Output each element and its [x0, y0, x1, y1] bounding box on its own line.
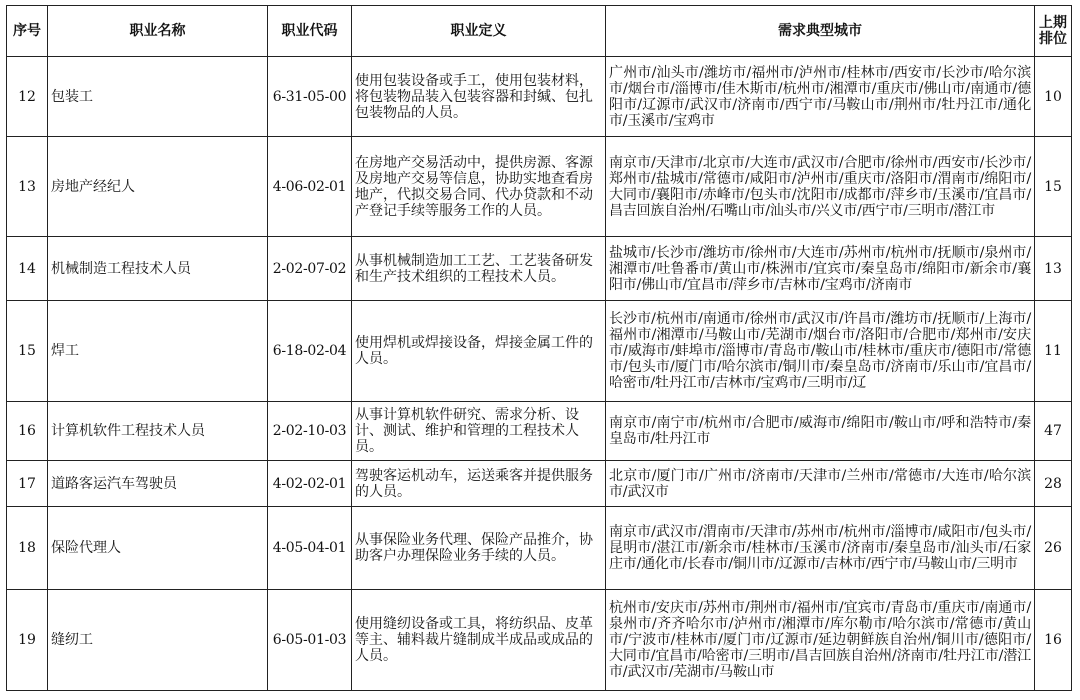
cell-index: 13	[7, 137, 48, 237]
cell-typical-cities: 杭州市/安庆市/苏州市/荆州市/福州市/宜宾市/青岛市/重庆市/南通市/泉州市/齐齐哈尔市/泸州市/湘潭市/库尔勒市/哈尔滨市/常德市/黄山市/宁波市/桂林市/厦门市/辽源市/延边朝鲜族自治州/铜川市/德阳市/大同市/宜昌市/哈密市/三明市/昌吉回族自治州/济南市/牡丹江市/潜江市/武汉市/芜湖市/马鞍山市	[606, 590, 1035, 691]
cell-occupation-name: 道路客运汽车驾驶员	[48, 461, 268, 507]
cell-occupation-name: 缝纫工	[48, 590, 268, 691]
header-occupation-name: 职业名称	[48, 6, 268, 57]
cell-typical-cities: 长沙市/杭州市/南通市/徐州市/武汉市/许昌市/潍坊市/抚顺市/上海市/福州市/湘潭市/马鞍山市/芜湖市/烟台市/洛阳市/合肥市/郑州市/安庆市/威海市/蚌埠市/淄博市/青岛市/鞍山市/桂林市/重庆市/德阳市/常德市/包头市/厦门市/哈尔滨市/铜川市/秦皇岛市/济南市/乐山市/宜昌市/哈密市/牡丹江市/吉林市/宝鸡市/三明市/辽	[606, 301, 1035, 402]
table-row	[7, 461, 1072, 507]
cell-typical-cities: 南京市/南宁市/杭州市/合肥市/威海市/绵阳市/鞍山市/呼和浩特市/秦皇岛市/牡丹江市	[606, 402, 1035, 461]
cell-occupation-definition: 从事保险业务代理、保险产品推介，协助客户办理保险业务手续的人员。	[352, 507, 606, 590]
cell-occupation-code: 2-02-07-02	[268, 237, 352, 301]
occupation-demand-table	[6, 5, 1072, 691]
cell-previous-rank: 11	[1035, 301, 1072, 402]
cell-index: 16	[7, 402, 48, 461]
cell-previous-rank: 15	[1035, 137, 1072, 237]
cell-previous-rank: 28	[1035, 461, 1072, 507]
cell-occupation-name: 机械制造工程技术人员	[48, 237, 268, 301]
cell-occupation-definition: 使用缝纫设备或工具，将纺织品、皮革等主、辅料裁片缝制成半成品或成品的人员。	[352, 590, 606, 691]
cell-typical-cities: 南京市/武汉市/渭南市/天津市/苏州市/杭州市/淄博市/咸阳市/包头市/昆明市/湛江市/新余市/桂林市/玉溪市/济南市/秦皇岛市/汕头市/石家庄市/通化市/长春市/铜川市/辽源市/吉林市/西宁市/马鞍山市/三明市	[606, 507, 1035, 590]
table-row	[7, 137, 1072, 237]
cell-typical-cities: 南京市/天津市/北京市/大连市/武汉市/合肥市/徐州市/西安市/长沙市/郑州市/盐城市/常德市/咸阳市/泸州市/重庆市/洛阳市/渭南市/绵阳市/大同市/襄阳市/赤峰市/包头市/沈阳市/成都市/萍乡市/玉溪市/宜昌市/昌吉回族自治州/石嘴山市/汕头市/兴义市/西宁市/三明市/潜江市	[606, 137, 1035, 237]
cell-occupation-code: 4-06-02-01	[268, 137, 352, 237]
cell-occupation-code: 6-05-01-03	[268, 590, 352, 691]
cell-index: 19	[7, 590, 48, 691]
header-row	[7, 6, 1072, 57]
cell-index: 18	[7, 507, 48, 590]
cell-previous-rank: 26	[1035, 507, 1072, 590]
header-typical-cities: 需求典型城市	[606, 6, 1035, 57]
cell-occupation-definition: 从事机械制造加工工艺、工艺装备研发和生产技术组织的工程技术人员。	[352, 237, 606, 301]
table-row	[7, 507, 1072, 590]
cell-occupation-definition: 使用焊机或焊接设备，焊接金属工件的人员。	[352, 301, 606, 402]
cell-previous-rank: 13	[1035, 237, 1072, 301]
table-row	[7, 57, 1072, 137]
cell-previous-rank: 16	[1035, 590, 1072, 691]
table-row	[7, 301, 1072, 402]
cell-occupation-code: 4-02-02-01	[268, 461, 352, 507]
table-row	[7, 402, 1072, 461]
cell-index: 17	[7, 461, 48, 507]
cell-index: 15	[7, 301, 48, 402]
cell-occupation-name: 焊工	[48, 301, 268, 402]
cell-occupation-code: 2-02-10-03	[268, 402, 352, 461]
cell-occupation-definition: 驾驶客运机动车，运送乘客并提供服务的人员。	[352, 461, 606, 507]
cell-previous-rank: 47	[1035, 402, 1072, 461]
cell-index: 12	[7, 57, 48, 137]
header-previous-rank: 上期排位	[1035, 6, 1072, 57]
table-row	[7, 590, 1072, 691]
cell-previous-rank: 10	[1035, 57, 1072, 137]
header-occupation-code: 职业代码	[268, 6, 352, 57]
cell-occupation-name: 包装工	[48, 57, 268, 137]
cell-occupation-definition: 从事计算机软件研究、需求分析、设计、测试、维护和管理的工程技术人员。	[352, 402, 606, 461]
cell-occupation-definition: 在房地产交易活动中，提供房源、客源及房地产交易等信息，协助实地查看房地产，代拟交易合同、代办贷款和不动产登记手续等服务工作的人员。	[352, 137, 606, 237]
cell-occupation-code: 4-05-04-01	[268, 507, 352, 590]
cell-typical-cities: 广州市/汕头市/潍坊市/福州市/泸州市/桂林市/西安市/长沙市/哈尔滨市/烟台市/淄博市/佳木斯市/杭州市/湘潭市/重庆市/佛山市/南通市/德阳市/辽源市/武汉市/济南市/西宁市/马鞍山市/荆州市/牡丹江市/通化市/玉溪市/宝鸡市	[606, 57, 1035, 137]
cell-typical-cities: 盐城市/长沙市/潍坊市/徐州市/大连市/苏州市/杭州市/抚顺市/泉州市/湘潭市/吐鲁番市/黄山市/株洲市/宜宾市/秦皇岛市/绵阳市/新余市/襄阳市/佛山市/宜昌市/萍乡市/吉林市/宝鸡市/济南市	[606, 237, 1035, 301]
cell-occupation-code: 6-18-02-04	[268, 301, 352, 402]
header-occupation-definition: 职业定义	[352, 6, 606, 57]
cell-occupation-name: 保险代理人	[48, 507, 268, 590]
cell-occupation-definition: 使用包装设备或手工，使用包装材料，将包装物品装入包装容器和封缄、包扎包装物品的人员。	[352, 57, 606, 137]
cell-occupation-name: 计算机软件工程技术人员	[48, 402, 268, 461]
cell-occupation-code: 6-31-05-00	[268, 57, 352, 137]
table-row	[7, 237, 1072, 301]
cell-index: 14	[7, 237, 48, 301]
cell-typical-cities: 北京市/厦门市/广州市/济南市/天津市/兰州市/常德市/大连市/哈尔滨市/武汉市	[606, 461, 1035, 507]
cell-occupation-name: 房地产经纪人	[48, 137, 268, 237]
header-index: 序号	[7, 6, 48, 57]
